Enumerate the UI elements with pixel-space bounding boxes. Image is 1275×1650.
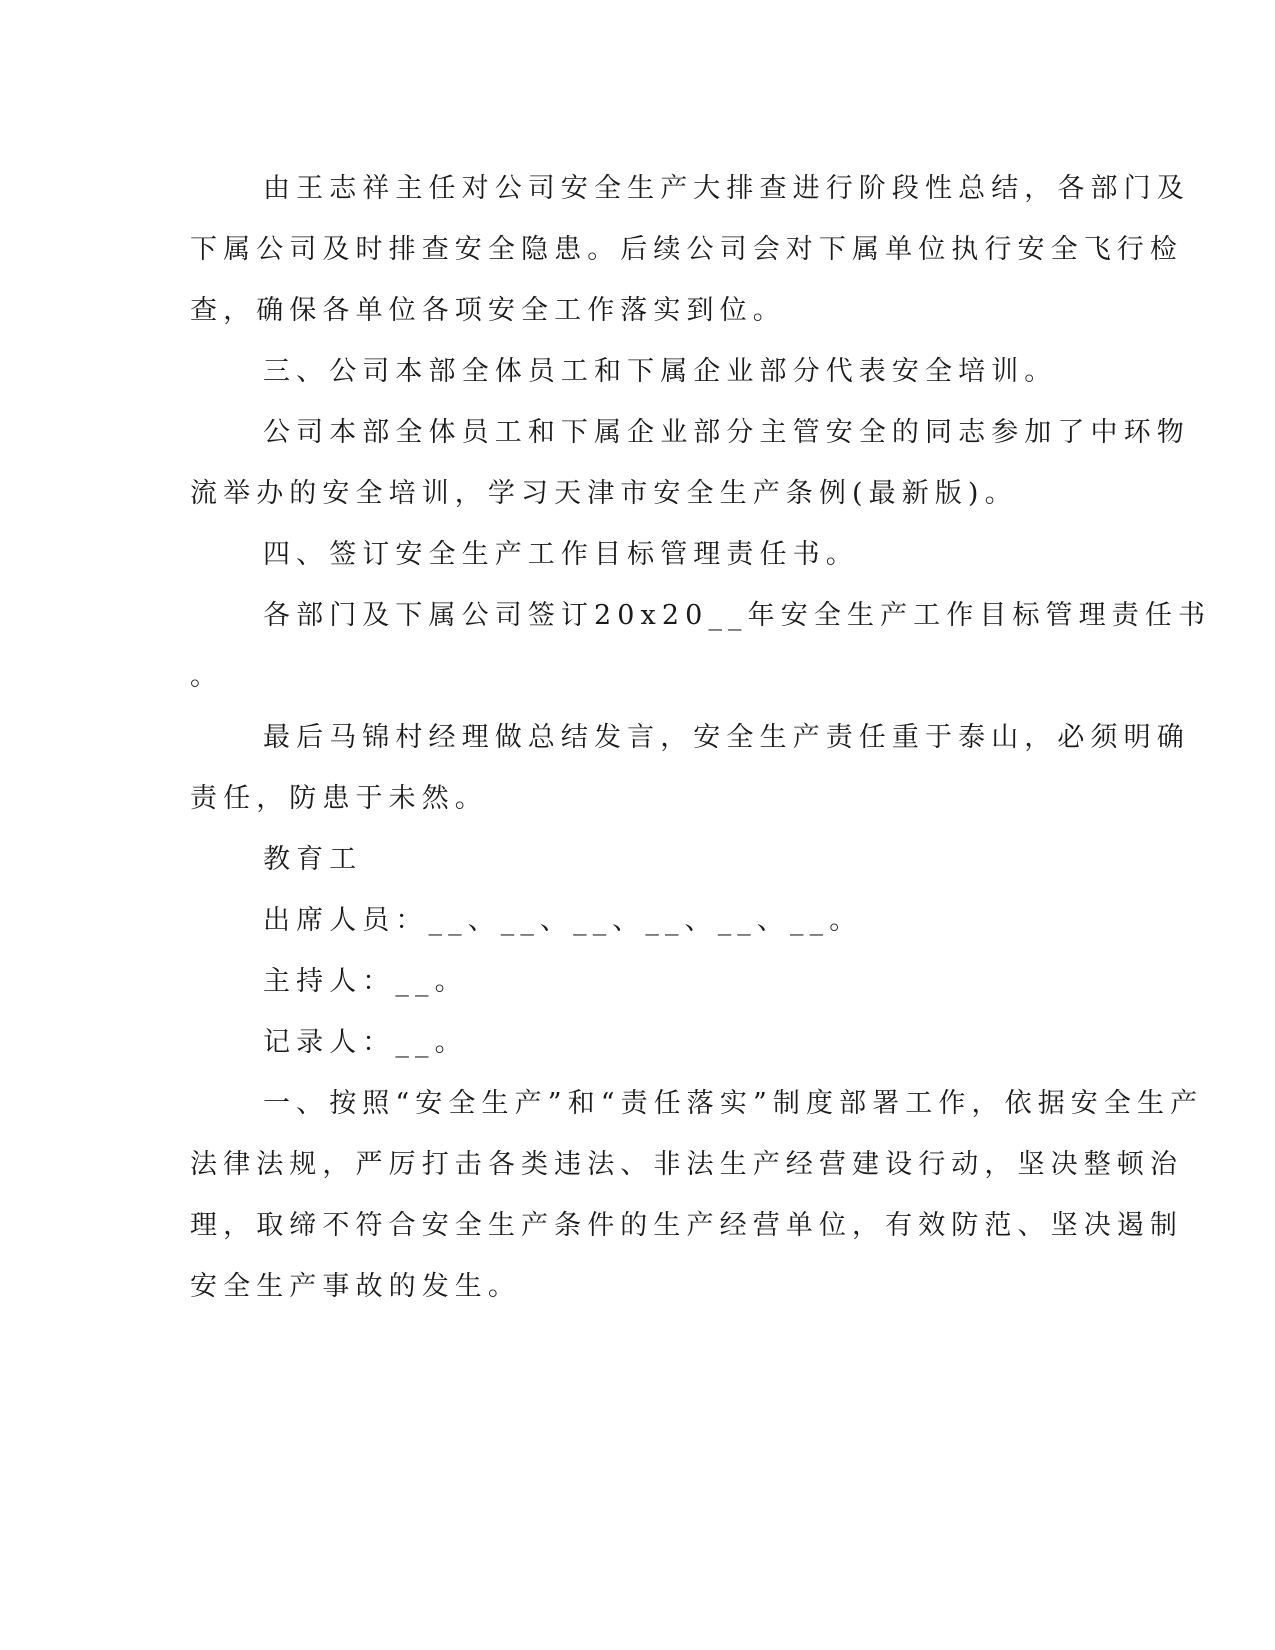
attendees-line: 出席人员：__、__、__、__、__、__。 bbox=[263, 905, 863, 936]
text-line: 法律法规，严厉打击各类违法、非法生产经营建设行动，坚决整顿治 bbox=[190, 1149, 1183, 1180]
document-body bbox=[190, 158, 1212, 1317]
text-line: 一、按照“安全生产”和“责任落实”制度部署工作，依据安全生产 bbox=[263, 1088, 1204, 1119]
text-line: 责任，防患于未然。 bbox=[190, 783, 488, 814]
text-line: 由王志祥主任对公司安全生产大排查进行阶段性总结，各部门及 bbox=[263, 173, 1190, 204]
text-line: 各部门及下属公司签订20x20__年安全生产工作目标管理责任书 bbox=[263, 600, 1212, 631]
text-line: 下属公司及时排查安全隐患。后续公司会对下属单位执行安全飞行检 bbox=[190, 234, 1183, 265]
text-line: 查，确保各单位各项安全工作落实到位。 bbox=[190, 295, 786, 326]
recorder-line: 记录人：__。 bbox=[263, 1027, 468, 1058]
text-line: 理，取缔不符合安全生产条件的生产经营单位，有效防范、坚决遏制 bbox=[190, 1210, 1183, 1241]
text-line: 流举办的安全培训，学习天津市安全生产条例(最新版)。 bbox=[190, 478, 1018, 509]
text-line: 安全生产事故的发生。 bbox=[190, 1271, 521, 1302]
text-line: 。 bbox=[190, 661, 224, 692]
section-heading: 三、公司本部全体员工和下属企业部分代表安全培训。 bbox=[263, 356, 1058, 387]
text-line: 教育工 bbox=[263, 844, 363, 875]
text-line: 最后马锦村经理做总结发言，安全生产责任重于泰山，必须明确 bbox=[263, 722, 1190, 753]
host-line: 主持人：__。 bbox=[263, 966, 468, 997]
text-line: 公司本部全体员工和下属企业部分主管安全的同志参加了中环物 bbox=[263, 417, 1190, 448]
section-heading: 四、签订安全生产工作目标管理责任书。 bbox=[263, 539, 859, 570]
